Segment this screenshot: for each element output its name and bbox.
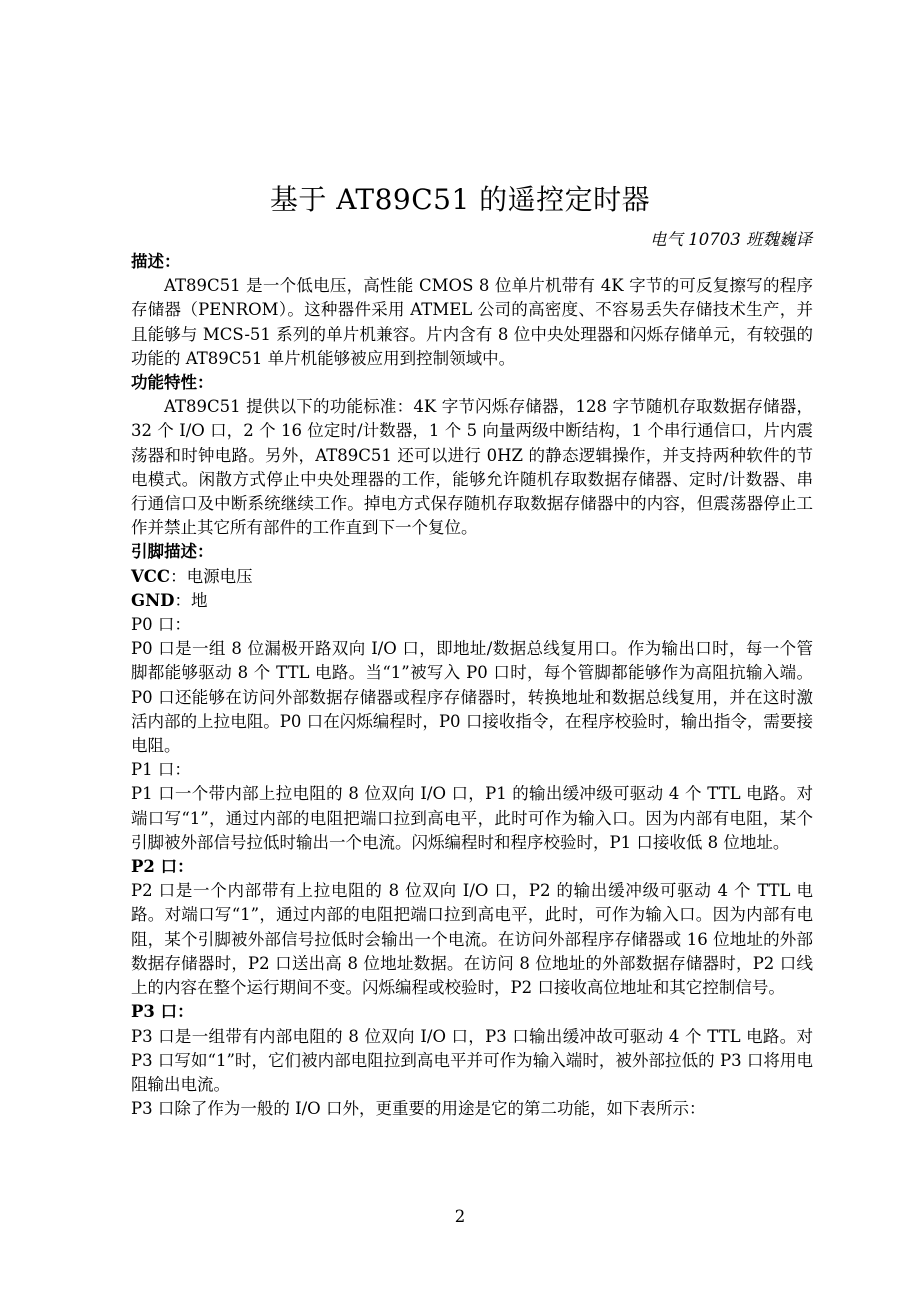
document-body (131, 250, 813, 1121)
p3-paragraph: P3 口是一组带有内部电阻的 8 位双向 I/O 口，P3 口输出缓冲故可驱动 4 个 TTL 电路。对 P3 口写如“1”时，它们被内部电阻拉到高电平并可作为输入端时，被外部拉低的 P3 口将用电阻输出电流。 (131, 1026, 813, 1094)
p1-heading: P1 口： (131, 760, 191, 780)
gnd-label: GND (131, 590, 175, 610)
page-number: 2 (454, 1207, 466, 1226)
description-paragraph: AT89C51 是一个低电压，高性能 CMOS 8 位单片机带有 4K 字节的可反复擦写的程序存储器（PENROM）。这种器件采用 ATMEL 公司的高密度、不容易丢失存储技术生产，并且能够与 MCS-51 系列的单片机兼容。片内含有 8 位中央处理器和闪烁存储单元，有较强的功能的 AT89C51 单片机能够被应用到控制领域中。 (131, 276, 813, 368)
vcc-line (131, 565, 813, 589)
gnd-line (131, 589, 813, 613)
vcc-label: VCC (131, 566, 171, 586)
section-heading-pins: 引脚描述： (131, 542, 214, 562)
translator-byline: 电气 10703 班魏巍译 (650, 230, 812, 249)
section-heading-description: 描述： (131, 252, 181, 271)
p2-paragraph: P2 口是一个内部带有上拉电阻的 8 位双向 I/O 口，P2 的输出缓冲级可驱动 4 个 TTL 电路。对端口写“1”，通过内部的电阻把端口拉到高电平，此时，可作为输入口。因为内部有电阻，某个引脚被外部信号拉低时会输出一个电流。在访问外部程序存储器或 16 位地址的外部数据存储器时，P2 口送出高 8 位地址数据。在访问 8 位地址的外部数据存储器时，P2 口线上的内容在整个运行期间不变。闪烁编程或校验时，P2 口接收高位地址和其它控制信号。 (131, 881, 813, 998)
p0-heading: P0 口： (131, 615, 191, 635)
features-paragraph: AT89C51 提供以下的功能标准：4K 字节闪烁存储器，128 字节随机存取数据存储器，32 个 I/O 口，2 个 16 位定时/计数器，1 个 5 向量两级中断结构，1 个串行通信口，片内震荡器和时钟电路。另外，AT89C51 还可以进行 0HZ 的静态逻辑操作，并支持两种软件的节电模式。闲散方式停止中央处理器的工作，能够允许随机存取数据存储器、定时/计数器、串行通信口及中断系统继续工作。掉电方式保存随机存取数据存储器中的内容，但震荡器停止工作并禁止其它所有部件的工作直到下一个复位。 (131, 397, 813, 538)
section-heading-features: 功能特性： (131, 373, 214, 393)
p3-heading: P3 口： (131, 1002, 194, 1022)
p0-paragraph: P0 口是一组 8 位漏极开路双向 I/O 口，即地址/数据总线复用口。作为输出口时，每一个管脚都能够驱动 8 个 TTL 电路。当“1”被写入 P0 口时，每个管脚都能够作为高阻抗输入端。P0 口还能够在访问外部数据存储器或程序存储器时，转换地址和数据总线复用，并在这时激活内部的上拉电阻。P0 口在闪烁编程时，P0 口接收指令，在程序校验时，输出指令，需要接电阻。 (131, 639, 813, 756)
document-title: 基于 AT89C51 的遥控定时器 (269, 183, 651, 216)
gnd-description: ：地 (174, 590, 208, 610)
p1-paragraph: P1 口一个带内部上拉电阻的 8 位双向 I/O 口，P1 的输出缓冲级可驱动 4 个 TTL 电路。对端口写“1”，通过内部的电阻把端口拉到高电平，此时可作为输入口。因为内部有电阻，某个引脚被外部信号拉低时输出一个电流。闪烁编程时和程序校验时，P1 口接收低 8 位地址。 (131, 784, 813, 852)
p3-paragraph-second: P3 口除了作为一般的 I/O 口外，更重要的用途是它的第二功能，如下表所示： (131, 1099, 706, 1119)
vcc-description: ：电源电压 (170, 566, 253, 586)
p2-heading: P2 口： (131, 857, 194, 877)
